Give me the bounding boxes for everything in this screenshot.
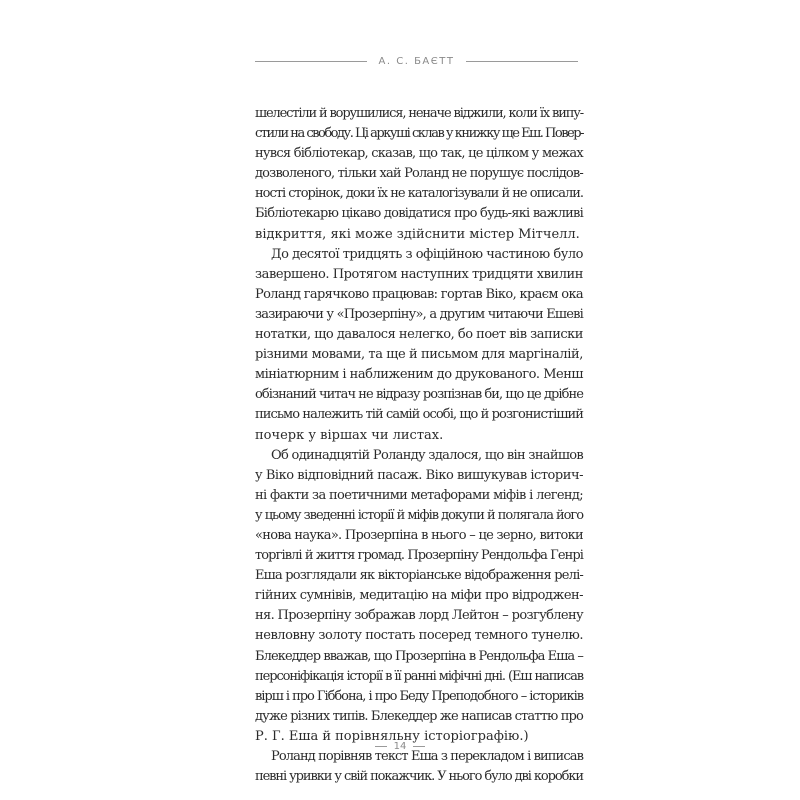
folio-dash-right [413,746,425,747]
text-line: вірш і про Гіббона, і про Беду Преподобного – істориків [255,688,583,704]
page-number: 14 [393,741,407,752]
text-line: дуже різних типів. Блекеддер же написав статтю про [255,708,583,724]
text-line: стили на свободу. Ці аркуші склав у книжку ще Еш. Повер- [255,126,583,142]
text-line: Блекеддер вважав, що Прозерпіна в Рендольфа Еша – [255,648,584,664]
text-line: мініатюрним і наближеним до друкованого. Менш [255,367,583,383]
text-line: почерк у віршах чи листах. [255,427,444,443]
text-line: відкриття, які може здійснити містер Мітчелл. [255,226,580,242]
text-line: ня. Прозерпіну зображав лорд Лейтон – розгублену [255,608,583,624]
text-line: нотатки, що давалося нелегко, бо поет вів записки [255,327,583,343]
text-line: гійних сумнівів, медитацію на міфи про відроджен- [255,588,583,604]
running-title: А. С. БАЄТТ [378,55,455,67]
body-text [255,104,583,787]
text-line: Роланд порівняв текст Еша з перекладом і виписав [271,749,583,764]
text-line: шелестіли й ворушилися, неначе віджили, коли їх випу- [255,106,583,121]
text-line: у Віко відповідний пасаж. Віко вишукував історич- [255,467,583,483]
text-line: «нова наука». Прозерпіна в нього – це зерно, витоки [255,527,583,543]
text-line: у цьому зведенні історії й міфів докупи й полягала його [255,507,583,523]
text-line: Р. Г. Еша й порівняльну історіографію.) [255,728,529,744]
text-line: обізнаний читач не відразу розпізнав би, що це дрібне [255,387,583,403]
header-rule-right [466,61,578,62]
text-line: ні факти за поетичними метафорами міфів і легенд; [255,487,583,503]
text-line: персоніфікація історії в її ранні міфічні дні. (Еш написав [255,668,583,684]
text-line: дозволеного, тільки хай Роланд не порушує послідов- [255,166,583,182]
text-line: Еша розглядали як вікторіанське відображення релі- [255,568,583,584]
text-line: завершено. Протягом наступних тридцяти хвилин [255,266,583,282]
text-line: До десятої тридцять з офіційною частиною було [271,246,583,262]
text-line: невловну золоту постать посеред темного тунелю. [255,628,583,644]
page-number-footer [0,741,800,752]
text-line: різними мовами, та ще й письмом для маргіналій, [255,347,583,363]
text-line: ності сторінок, доки їх не каталогізували й не описали. [255,186,583,202]
text-line: письмо належить тій самій особі, що й розгонистіший [255,407,583,423]
text-line: певні уривки у свій покажчик. У нього було дві коробки [255,769,583,785]
text-line: Роланд гарячково працював: гортав Віко, краєм ока [255,286,584,302]
running-head [255,52,578,70]
text-line: торгівлі й життя громад. Прозерпіну Рендольфа Генрі [255,548,583,564]
header-rule-left [255,61,367,62]
text-line: Бібліотекарю цікаво довідатися про будь-які важливі [255,206,583,222]
text-line: нувся бібліотекар, сказав, що так, це цілком у межах [255,146,583,162]
text-line: Об одинадцятій Роланду здалося, що він знайшов [271,447,583,463]
folio-dash-left [375,746,387,747]
text-line: зазираючи у «Прозерпіну», а другим читаючи Ешеві [255,306,583,322]
